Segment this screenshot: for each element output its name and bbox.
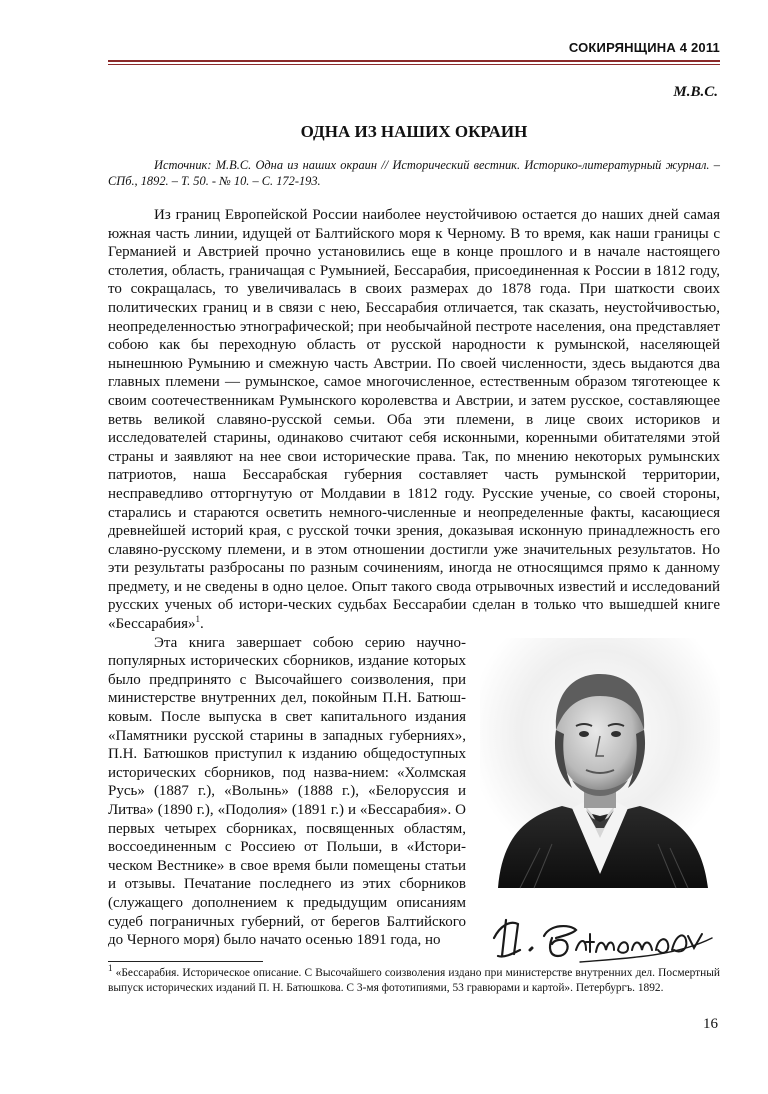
footnote-ref: 1 <box>195 614 201 625</box>
article-author: М.В.С. <box>673 84 718 100</box>
paragraph-2: Эта книга завершает собою серию научно-популярных исторических сборников, издание которых было предпринято с Высочайшего соизволения, при министерстве внутренних дел, покойным П.Н. Батюш-ковым. После выпуска в свет капитального издания «Памятники русской старины в западных губерниях», П.Н. Батюшков приступил к изданию общедоступных исторических сборников, под назва-нием: «Холмская Русь» (1887 г.), «Волынь» (1888 г.), «Белоруссия и Литва» (1890 г.), «Подолия» (1891 г.) и «Бессарабия». О первых четырех сборниках, посвященных областям, воссоединенным с Россиею от Польши, в «Истори-ческом Вестнике» в свое время были помещены статьи и отзывы. Печатание последнего из этих сборников (служащего дополнением к предыдущим описаниям судеб пограничных губерний, от берегов Балтийского до Черного моря) было начато осенью 1891 года, но <box>108 634 466 949</box>
page-number: 16 <box>703 1016 718 1032</box>
footnote-number: 1 <box>108 963 113 974</box>
article-title: ОДНА ИЗ НАШИХ ОКРАИН <box>300 122 528 141</box>
footnote-text: «Бессарабия. Историческое описание. С Высочайшего соизволения издано при министерстве внутренних дел. Посмертный выпуск исторических изданий П. Н. Батюшкова. С 3-мя фототипиями, 53 гравюрами и картой». Петербургъ. 1892. <box>108 967 720 994</box>
portrait-engraving <box>480 638 720 978</box>
footnote-separator <box>108 961 263 962</box>
header-rule-thin <box>108 64 720 65</box>
paragraph-1-text: Из границ Европейской России наиболее неустойчивою остается до наших дней самая южная часть линии, идущей от Балтийского моря к Черному. В то время, как наши границы с Германией и Австрией прочно установились еще в конце прошлого и в начале настоящего столетия, область, граничащая с Румынией, Бессарабия, присоединенная к России в 1812 году, то сокращалась, то увеличивалась в своих размерах до 1878 года. При шаткости своих политических границ и в связи с нею, Бессарабия отличается, так сказать, неустойчивостью, неопределенностью этнографической; при необычайной пестроте населения, она представляет собою как бы переходную область от русской народности к румынской, населяющей нынешнюю Румынию и смежную часть Австрии. По своей численности, здесь выдаются два главных племени — румынское, самое многочисленное, естественным образом тяготеющее к своим соотечественникам Румынского королевства и Австрии, и затем русское, составляющее ветвь великой славяно-русской семьи. Оба эти племени, в лице своих историков и исследователей старины, одинаково считают себя исконными, коренными обитателями этой страны и заявляют на нее свои исторические права. Так, по мнению некоторых румынских патриотов, наша Бессарабская губерния составляет часть румынской территории, несправедливо отторгнутую от Молдавии в 1812 году. Русские ученые, со своей стороны, старались и стараются осветить немного-численные и неопределенные факты, касающиеся древнейшей историй края, с русской точки зрения, доказывая исконную принадлежность его славяно-русскому племени, и в этом отношении достигли уже значительных результатов. Но эти результаты разбросаны по разным сочинениям, иногда не относящимся прямо к данному предмету, и не сведены в одно целое. Опыт такого свода отрывочных известий и исследований русских ученых об истори-ческих судьбах Бессарабии сделан в только что вышедшей книге «Бессарабия» <box>108 207 720 633</box>
footnote <box>108 963 720 996</box>
article-body <box>108 206 720 982</box>
running-header: СОКИРЯНЩИНА 4 2011 <box>568 40 720 55</box>
paragraph-1: Из границ Европейской России наиболее неустойчивою остается до наших дней самая южная часть линии, идущей от Балтийского моря к Черному. В то время, как наши границы с Германией и Австрией прочно установились еще в конце прошлого и в начале настоящего столетия, область, граничащая с Румынией, Бессарабия, присоединенная к России в 1812 году, то сокращалась, то увеличивалась в своих размерах до 1878 года. При шаткости своих политических границ и в связи с нею, Бессарабия отличается, так сказать, неустойчивостью, неопределенностью этнографической; при необычайной пестроте населения, она представляет собою как бы переходную область от русской народности к румынской, населяющей нынешнюю Румынию и смежную часть Австрии. По своей численности, здесь выдаются два главных племени — румынское, самое многочисленное, естественным образом тяготеющее к своим соотечественникам Румынского королевства и Австрии, и затем русское, составляющее ветвь великой славяно-русской семьи. Оба эти племени, в лице своих историков и исследователей старины, одинаково считают себя исконными, коренными обитателями этой страны и заявляют на нее свои исторические права. Так, по мнению некоторых румынских патриотов, наша Бессарабская губерния составляет часть румынской территории, несправедливо отторгнутую от Молдавии в 1812 году. Русские ученые, со своей стороны, старались и стараются осветить немного-численные и неопределенные факты, касающиеся древнейшей историй края, с русской точки зрения, доказывая исконную принадлежность его славяно-русскому племени, и в этом отношении достигли уже значительных результатов. Но эти результаты разбросаны по разным сочинениям, иногда не относящимся прямо к данному предмету, и не сведены в одно целое. Опыт такого свода отрывочных известий и исследований русских ученых об истори-ческих судьбах Бессарабии сделан в только что вышедшей книге «Бессарабия»$^1$. <box>108 207 720 633</box>
signature-image <box>494 920 712 962</box>
source-citation: Источник: М.В.С. Одна из наших окраин // Исторический вестник. Историко-литературный журнал. – СПб., 1892. – Т. 50. - № 10. – С. 172-193. <box>108 158 720 188</box>
header-rule-thick <box>108 60 720 62</box>
